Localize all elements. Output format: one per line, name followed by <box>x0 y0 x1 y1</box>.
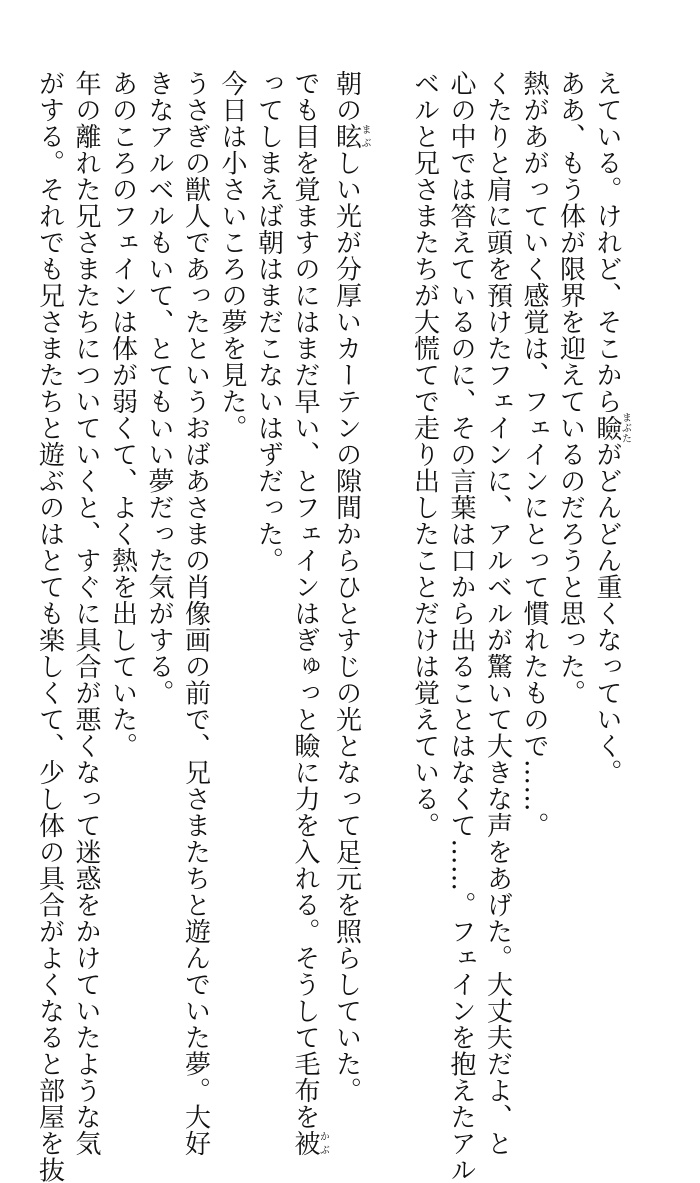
text-line: うさぎの獣人であったというおばあさまの肖像画の前で、兄さまたちと遊んでいた夢。大好 <box>180 70 211 1157</box>
text-line: くたりと肩に頭を預けたフェインに、アルベルが驚いて大きな声をあげた。大丈夫だよ、と <box>482 70 513 1157</box>
text-line: えている。けれど、そこから瞼まぶたがどんどん重くなっていく。 <box>592 70 631 786</box>
text-line: 年の離れた兄さまたちについていくと、すぐに具合が悪くなって迷惑をかけていたような気 <box>71 70 101 1157</box>
furigana: 瞼まぶた <box>592 412 631 444</box>
text-line: 熱があがっていく感覚は、フェインにとって慣れたもので……。 <box>519 70 549 839</box>
text-line: ベルと兄さまたちが大慌てで走り出したことだけは覚えている。 <box>409 70 440 839</box>
text-line: でも目を覚ますのにはまだ早い、とフェインはぎゅっと瞼に力を入れる。そうして毛布を被かぶ <box>290 70 329 1157</box>
text-line: きなアルベルもいて、とてもいい夢だった気がする。 <box>144 70 174 706</box>
text-line: 朝の眩まぶしい光が分厚いカーテンの隙間からひとすじの光となって足元を照らしていた。 <box>331 70 370 1104</box>
text-line: ああ、もう体が限界を迎えているのだろうと思った。 <box>555 70 586 706</box>
text-line: あのころのフェインは体が弱くて、よく熱を出していた。 <box>107 70 138 759</box>
text-line: がする。それでも兄さまたちと遊ぶのはとても楽しくて、少し体の具合がよくなると部屋を抜 <box>34 70 65 1183</box>
text-line: 今日は小さいころの夢を見た。 <box>217 70 247 441</box>
furigana: 眩まぶ <box>331 123 370 150</box>
scene-break <box>370 70 407 960</box>
vertical-text-body <box>34 70 631 1183</box>
text-line: ってしまえば朝はまだこないはずだった。 <box>253 70 284 574</box>
text-line: 心の中では答えているのに、その言葉は口から出ることはなくて……。フェインを抱えたアル <box>446 70 476 1183</box>
furigana: 被かぶ <box>290 1130 329 1157</box>
